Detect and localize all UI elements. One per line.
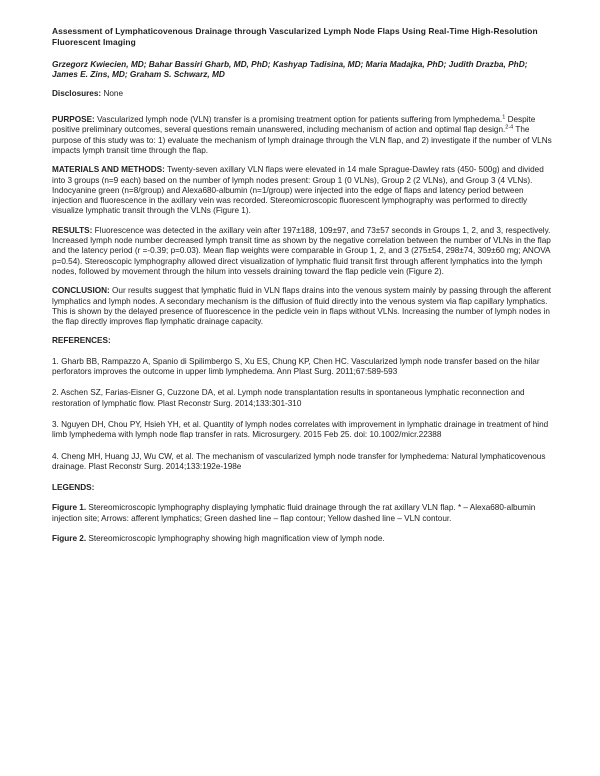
methods-text: Twenty-seven axillary VLN flaps were elevated in 14 male Sprague-Dawley rats (450- 500g) and divided into 3 groups (n=9 each) based on the number of lymph nodes present: Group 1 (0 VLNs), Group 2 (2 VLNs), and Group 3 (4 VLNs). Indocyanine green (n=8/group) and Alexa680-albumin (n=1/group) were injected into the edge of flaps and latency period between injection and fluorescence in the axillary vein was recorded. Stereomicroscopic fluorescent lymphography was performed to directly visualize lymphatic transit through the VLNs (Figure 1).: [52, 165, 544, 216]
legends-heading: LEGENDS:: [52, 483, 95, 493]
figure-2-label: Figure 2.: [52, 534, 87, 544]
reference-item: 1. Gharb BB, Rampazzo A, Spanio di Spilimbergo S, Xu ES, Chung KP, Chen HC. Vascularized lymph node transfer based on the hilar perforators improves the outcome in upper limb lymphedema. Ann Plast Surg. 2011;67:589-593: [52, 356, 540, 377]
results-section: [52, 226, 552, 277]
reference-item: 3. Nguyen DH, Chou PY, Hsieh YH, et al. Quantity of lymph nodes correlates with improvement in lymphatic drainage in treatment of hind limb lymphedema with lymph node flap transfer in rats. Microsurgery. 2015 Feb 25. doi: 10.1002/micr.22388: [52, 419, 549, 440]
figure-1-legend: [52, 503, 552, 524]
purpose-citation-1: 1: [502, 114, 506, 121]
disclosures: [52, 89, 552, 99]
results-label: RESULTS:: [52, 225, 93, 235]
purpose-text-c: The purpose of this study was to: 1) evaluate the mechanism of lymph drainage through the VLN flap, and 2) investigate if the number of VLNs impacts lymph transit time through the flap.: [52, 125, 552, 155]
purpose-label: PURPOSE:: [52, 115, 95, 125]
purpose-text-a: Vascularized lymph node (VLN) transfer is a promising treatment option for patients suffering from lymphedema.: [97, 115, 503, 125]
author-list: Grzegorz Kwiecien, MD; Bahar Bassiri Gharb, MD, PhD; Kashyap Tadisina, MD; Maria Madajka, PhD; Judith Drazba, PhD; James E. Zins, MD; Graham S. Schwarz, MD: [52, 59, 528, 80]
figure-2-legend: [52, 534, 552, 544]
purpose-citation-2: 2-4: [505, 124, 514, 131]
purpose-text-b: Despite positive preliminary outcomes, several questions remain unanswered, including mechanism of action and optimal flap design.: [52, 115, 536, 135]
results-text: Fluorescence was detected in the axillary vein after 197±188, 109±97, and 73±57 seconds in Groups 1, 2, and 3, respectively. Increased lymph node number decreased lymph transit time as shown by the negative correlation between the number of VLNs in the flap and the latency period (r =-0.39; p=0.03). Mean flap weights were comparable in Group 1, 2, and 3 (275±54, 298±74, 309±60 mg; ANOVA p=0.54). Stereoscopic lymphography allowed direct visualization of lymphatic fluid transit first through afferent lymphatics into the lymph nodes, followed by movement through the hilum into vessels draining toward the flap pedicle vein (Figure 2).: [52, 225, 551, 276]
reference-item: 2. Aschen SZ, Farias-Eisner G, Cuzzone DA, et al. Lymph node transplantation results in spontaneous lymphatic reconnection and restoration of lymphatic flow. Plast Reconstr Surg. 2014;133:301-310: [52, 388, 525, 408]
references-heading: REFERENCES:: [52, 336, 111, 346]
figure-1-text: Stereomicroscopic lymphography displaying lymphatic fluid drainage through the rat axillary VLN flap. * – Alexa680-albumin injection site; Arrows: afferent lymphatics; Green dashed line – flap contour; Yellow dashed line – VLN contour.: [52, 503, 536, 523]
methods-label: MATERIALS AND METHODS:: [52, 165, 165, 175]
figure-1-label: Figure 1.: [52, 503, 87, 513]
conclusion-label: CONCLUSION:: [52, 286, 110, 296]
purpose-section: [52, 115, 552, 156]
disclosures-value: None: [103, 88, 124, 98]
reference-item: 4. Cheng MH, Huang JJ, Wu CW, et al. The mechanism of vascularized lymph node transfer for lymphedema: Natural lymphaticovenous drainage. Plast Reconstr Surg. 2014;133:192e-198e: [52, 451, 546, 471]
disclosures-label: Disclosures:: [52, 88, 102, 98]
paper-title: Assessment of Lymphaticovenous Drainage through Vascularized Lymph Node Flaps Using Real-Time High-Resolution Fluorescent Imaging: [52, 26, 538, 47]
figure-2-text: Stereomicroscopic lymphography showing high magnification view of lymph node.: [88, 534, 385, 544]
conclusion-text: Our results suggest that lymphatic fluid in VLN flaps drains into the venous system mainly by passing through the afferent lymphatics and lymph nodes. A secondary mechanism is the diffusion of fluid directly into the venous system via flap capillary lymphatics. This is shown by the delayed presence of fluorescence in the pedicle vein in flaps without VLNs. Increasing the number of lymph nodes in the flap directly improves flap lymphatic drainage capacity.: [52, 286, 552, 327]
methods-section: [52, 165, 552, 216]
conclusion-section: [52, 286, 552, 327]
abstract-page: [52, 26, 552, 554]
